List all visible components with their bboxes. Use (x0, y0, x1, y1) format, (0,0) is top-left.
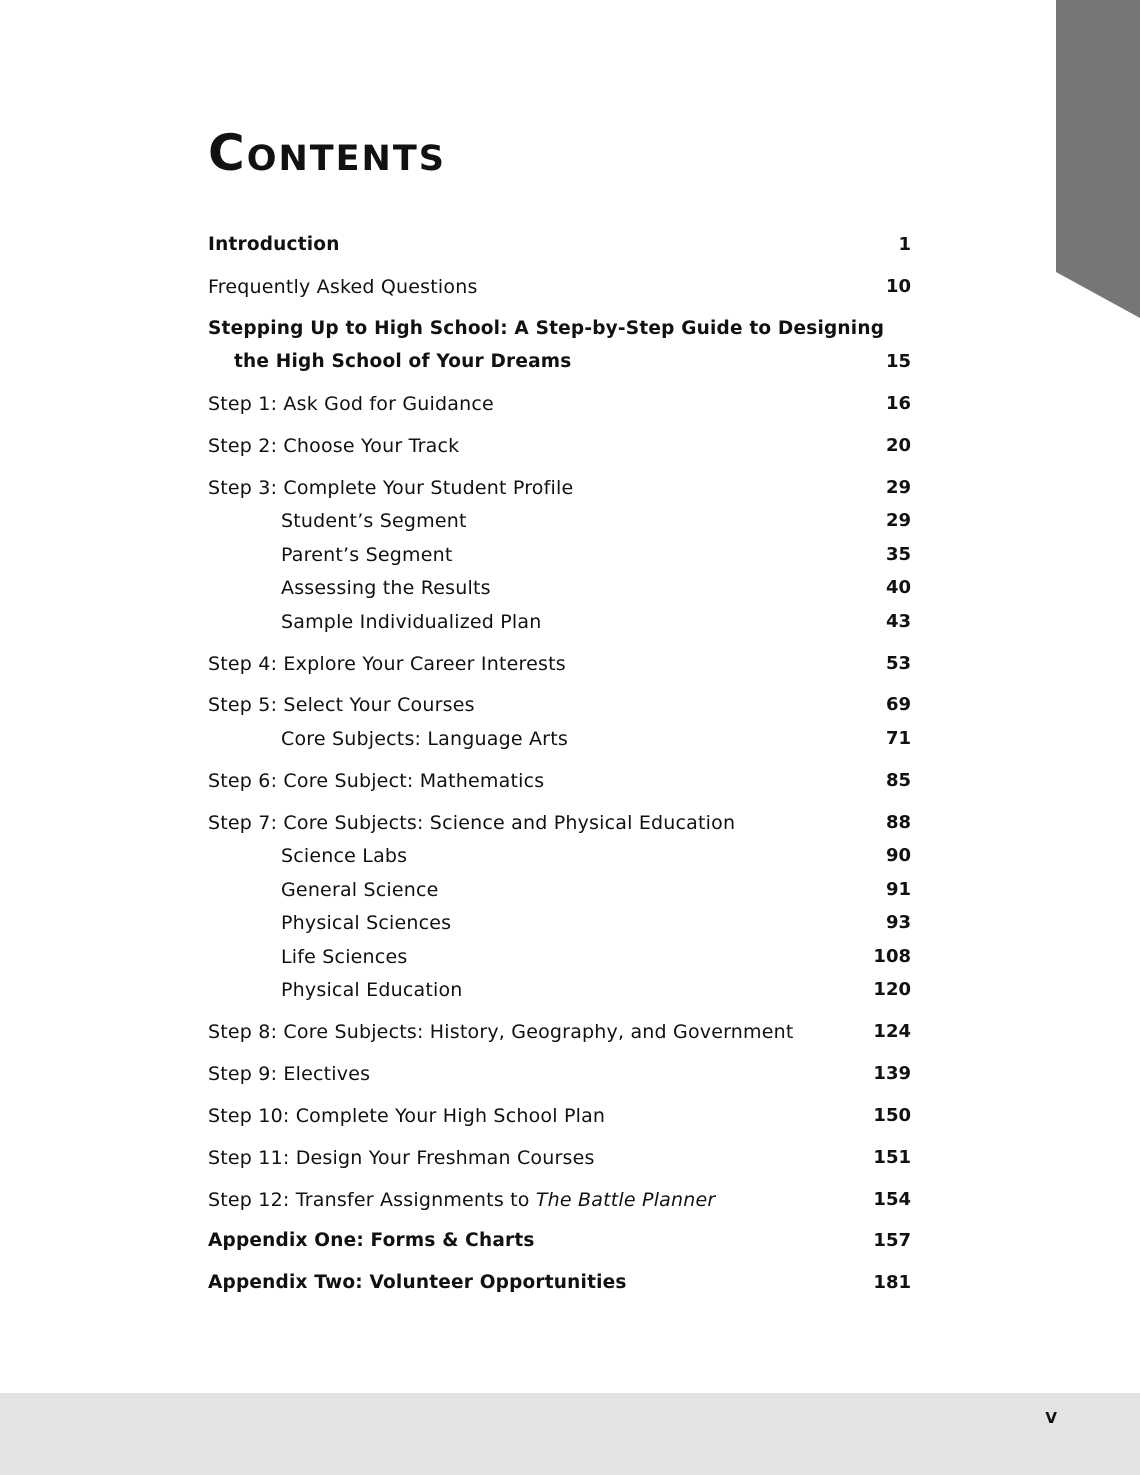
toc-entry-title: Step 10: Complete Your High School Plan (208, 1105, 606, 1127)
toc-entry-page-number: 91 (885, 879, 911, 900)
toc-entry-page-number: 53 (885, 653, 911, 674)
toc-entry (0, 605, 1140, 639)
toc-entry (0, 471, 1140, 505)
toc-entry (0, 722, 1140, 756)
toc-entry-title: Assessing the Results (281, 577, 491, 599)
toc-entry-title: Sample Individualized Plan (281, 611, 542, 633)
toc-entry-page-number: 90 (885, 845, 911, 866)
toc-entry-title: Step 2: Choose Your Track (208, 435, 460, 457)
toc-entry (0, 270, 1140, 304)
toc-entry (0, 973, 1140, 1007)
toc-entry-title: Step 7: Core Subjects: Science and Physical Education (208, 812, 736, 834)
toc-entry (0, 429, 1140, 463)
page-title: Contents (208, 124, 446, 182)
toc-entry (0, 940, 1140, 974)
toc-entry-title: Stepping Up to High School: A Step-by-Step Guide to Designing (208, 318, 885, 339)
toc-entry-title: Step 3: Complete Your Student Profile (208, 477, 574, 499)
toc-entry (0, 806, 1140, 840)
toc-entry-page-number: 181 (873, 1272, 911, 1293)
toc-entry-title: Student’s Segment (281, 510, 467, 532)
toc-entry (0, 1266, 1140, 1300)
toc-entry-page-number: 108 (873, 946, 911, 967)
toc-entry (0, 387, 1140, 421)
toc-entry-page-number: 120 (873, 979, 911, 1000)
toc-entry-page-number: 43 (885, 611, 911, 632)
toc-entry (0, 647, 1140, 681)
toc-entry-page-number: 93 (885, 912, 911, 933)
toc-entry-page-number: 71 (885, 728, 911, 749)
toc-entry-title: Physical Sciences (281, 912, 452, 934)
toc-entry-title: General Science (281, 879, 439, 901)
toc-entry-title: Life Sciences (281, 946, 408, 968)
toc-entry (0, 1057, 1140, 1091)
toc-entry-page-number: 139 (873, 1063, 911, 1084)
page-number: v (1045, 1404, 1057, 1429)
toc-entry-page-number: 69 (885, 694, 911, 715)
toc-entry-page-number: 20 (885, 435, 911, 456)
toc-entry (0, 1183, 1140, 1217)
toc-entry-title: Science Labs (281, 845, 408, 867)
toc-entry-title-group (208, 1183, 715, 1217)
toc-entry-title: the High School of Your Dreams (234, 351, 572, 372)
toc-entry-page-number: 29 (885, 477, 911, 498)
toc-entry-italic-title: The Battle Planner (535, 1189, 716, 1211)
toc-entry-title: Step 11: Design Your Freshman Courses (208, 1147, 595, 1169)
toc-entry-title: Parent’s Segment (281, 544, 453, 566)
toc-entry-page-number: 15 (885, 351, 911, 372)
toc-entry (0, 571, 1140, 605)
toc-entry-page-number: 1 (898, 234, 911, 255)
toc-entry-title: Step 4: Explore Your Career Interests (208, 653, 566, 675)
footer-band (0, 1393, 1140, 1475)
toc-entry-page-number: 151 (873, 1147, 911, 1168)
toc-entry (0, 764, 1140, 798)
toc-entry (0, 1141, 1140, 1175)
toc-entry (0, 345, 1140, 379)
toc-entry-page-number: 35 (885, 544, 911, 565)
toc-entry (0, 1015, 1140, 1049)
toc-entry-title: Step 6: Core Subject: Mathematics (208, 770, 545, 792)
toc-entry-page-number: 88 (885, 812, 911, 833)
toc-entry (0, 688, 1140, 722)
toc-entry (0, 312, 1140, 346)
toc-entry-page-number: 150 (873, 1105, 911, 1126)
toc-entry-title: Core Subjects: Language Arts (281, 728, 568, 750)
toc-entry (0, 1099, 1140, 1133)
toc-entry (0, 873, 1140, 907)
toc-entry-title: Physical Education (281, 979, 463, 1001)
toc-entry (0, 538, 1140, 572)
toc-entry-page-number: 16 (885, 393, 911, 414)
toc-entry-title: Appendix One: Forms & Charts (208, 1230, 535, 1251)
toc-entry-title: Step 1: Ask God for Guidance (208, 393, 494, 415)
toc-entry-page-number: 29 (885, 510, 911, 531)
toc-entry-page-number: 154 (873, 1189, 911, 1210)
toc-entry-page-number: 40 (885, 577, 911, 598)
toc-entry-title: Step 12: Transfer Assignments to (208, 1189, 536, 1211)
toc-entry-title: Frequently Asked Questions (208, 276, 478, 298)
toc-entry-page-number: 85 (885, 770, 911, 791)
toc-entry (0, 839, 1140, 873)
toc-entry-title: Appendix Two: Volunteer Opportunities (208, 1272, 627, 1293)
toc-entry (0, 504, 1140, 538)
toc-entry (0, 906, 1140, 940)
toc-entry (0, 228, 1140, 262)
toc-entry-page-number: 157 (873, 1230, 911, 1251)
toc-entry-page-number: 124 (873, 1021, 911, 1042)
toc-entry-title: Step 5: Select Your Courses (208, 694, 475, 716)
toc-entry-page-number: 10 (885, 276, 911, 297)
toc-entry-title: Introduction (208, 234, 340, 255)
toc-entry-title: Step 8: Core Subjects: History, Geography, and Government (208, 1021, 794, 1043)
toc-entry-title: Step 9: Electives (208, 1063, 371, 1085)
toc-entry (0, 1224, 1140, 1258)
